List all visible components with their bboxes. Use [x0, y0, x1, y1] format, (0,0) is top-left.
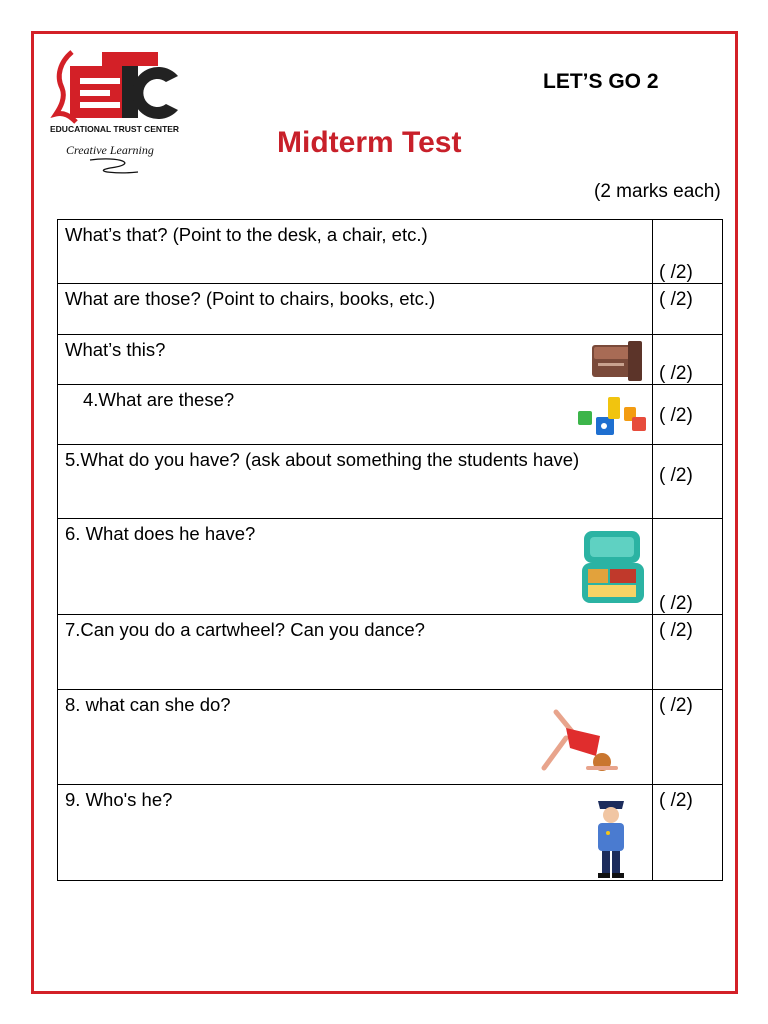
table-row — [58, 615, 723, 690]
score-cell — [653, 284, 723, 335]
table-row — [58, 385, 723, 445]
score-label: ( /2) — [659, 593, 693, 614]
table-row — [58, 284, 723, 335]
etc-logo — [50, 48, 190, 178]
score-cell — [653, 220, 723, 284]
question-label: What’s this? — [65, 339, 166, 360]
score-label: ( /2) — [659, 790, 693, 811]
question-label: 4.What are these? — [83, 389, 235, 410]
question-label: 8. what can she do? — [65, 694, 231, 715]
question-text — [58, 690, 653, 785]
score-label: ( /2) — [659, 363, 693, 384]
level-label: LET’S GO 2 — [543, 70, 659, 93]
marks-note: (2 marks each) — [594, 181, 721, 202]
logo-tagline: Creative Learning — [66, 143, 154, 157]
question-text: 5.What do you have? (ask about something the students have) — [58, 445, 653, 519]
table-row — [58, 519, 723, 615]
table-row — [58, 445, 723, 519]
question-text: What’s that? (Point to the desk, a chair, etc.) — [58, 220, 653, 284]
question-text — [58, 519, 653, 615]
logo-subtitle: EDUCATIONAL TRUST CENTER — [50, 124, 180, 134]
question-text: 7.Can you do a cartwheel? Can you dance? — [58, 615, 653, 690]
score-label: ( /2) — [659, 289, 693, 310]
pencil-sharpeners-icon — [576, 393, 652, 441]
score-cell — [653, 445, 723, 519]
table-row — [58, 335, 723, 385]
score-cell — [653, 615, 723, 690]
page-title: Midterm Test — [277, 126, 462, 159]
questions-table — [57, 219, 723, 881]
police-officer-icon — [588, 793, 634, 879]
score-label: ( /2) — [659, 465, 693, 486]
question-text — [58, 385, 653, 445]
score-cell — [653, 690, 723, 785]
score-label: ( /2) — [659, 620, 693, 641]
question-text — [58, 335, 653, 385]
question-label: 6. What does he have? — [65, 523, 256, 544]
score-label: ( /2) — [659, 405, 693, 426]
score-cell — [653, 385, 723, 445]
table-row — [58, 220, 723, 284]
headstand-girl-icon — [536, 708, 622, 774]
score-cell — [653, 785, 723, 881]
score-label: ( /2) — [659, 262, 693, 283]
table-row — [58, 690, 723, 785]
score-cell — [653, 519, 723, 615]
question-label: 9. Who's he? — [65, 789, 173, 810]
wallet-icon — [590, 339, 646, 383]
score-label: ( /2) — [659, 695, 693, 716]
table-row — [58, 785, 723, 881]
question-text: What are those? (Point to chairs, books, etc.) — [58, 284, 653, 335]
lunchbox-icon — [578, 527, 648, 607]
question-text — [58, 785, 653, 881]
score-cell — [653, 335, 723, 385]
